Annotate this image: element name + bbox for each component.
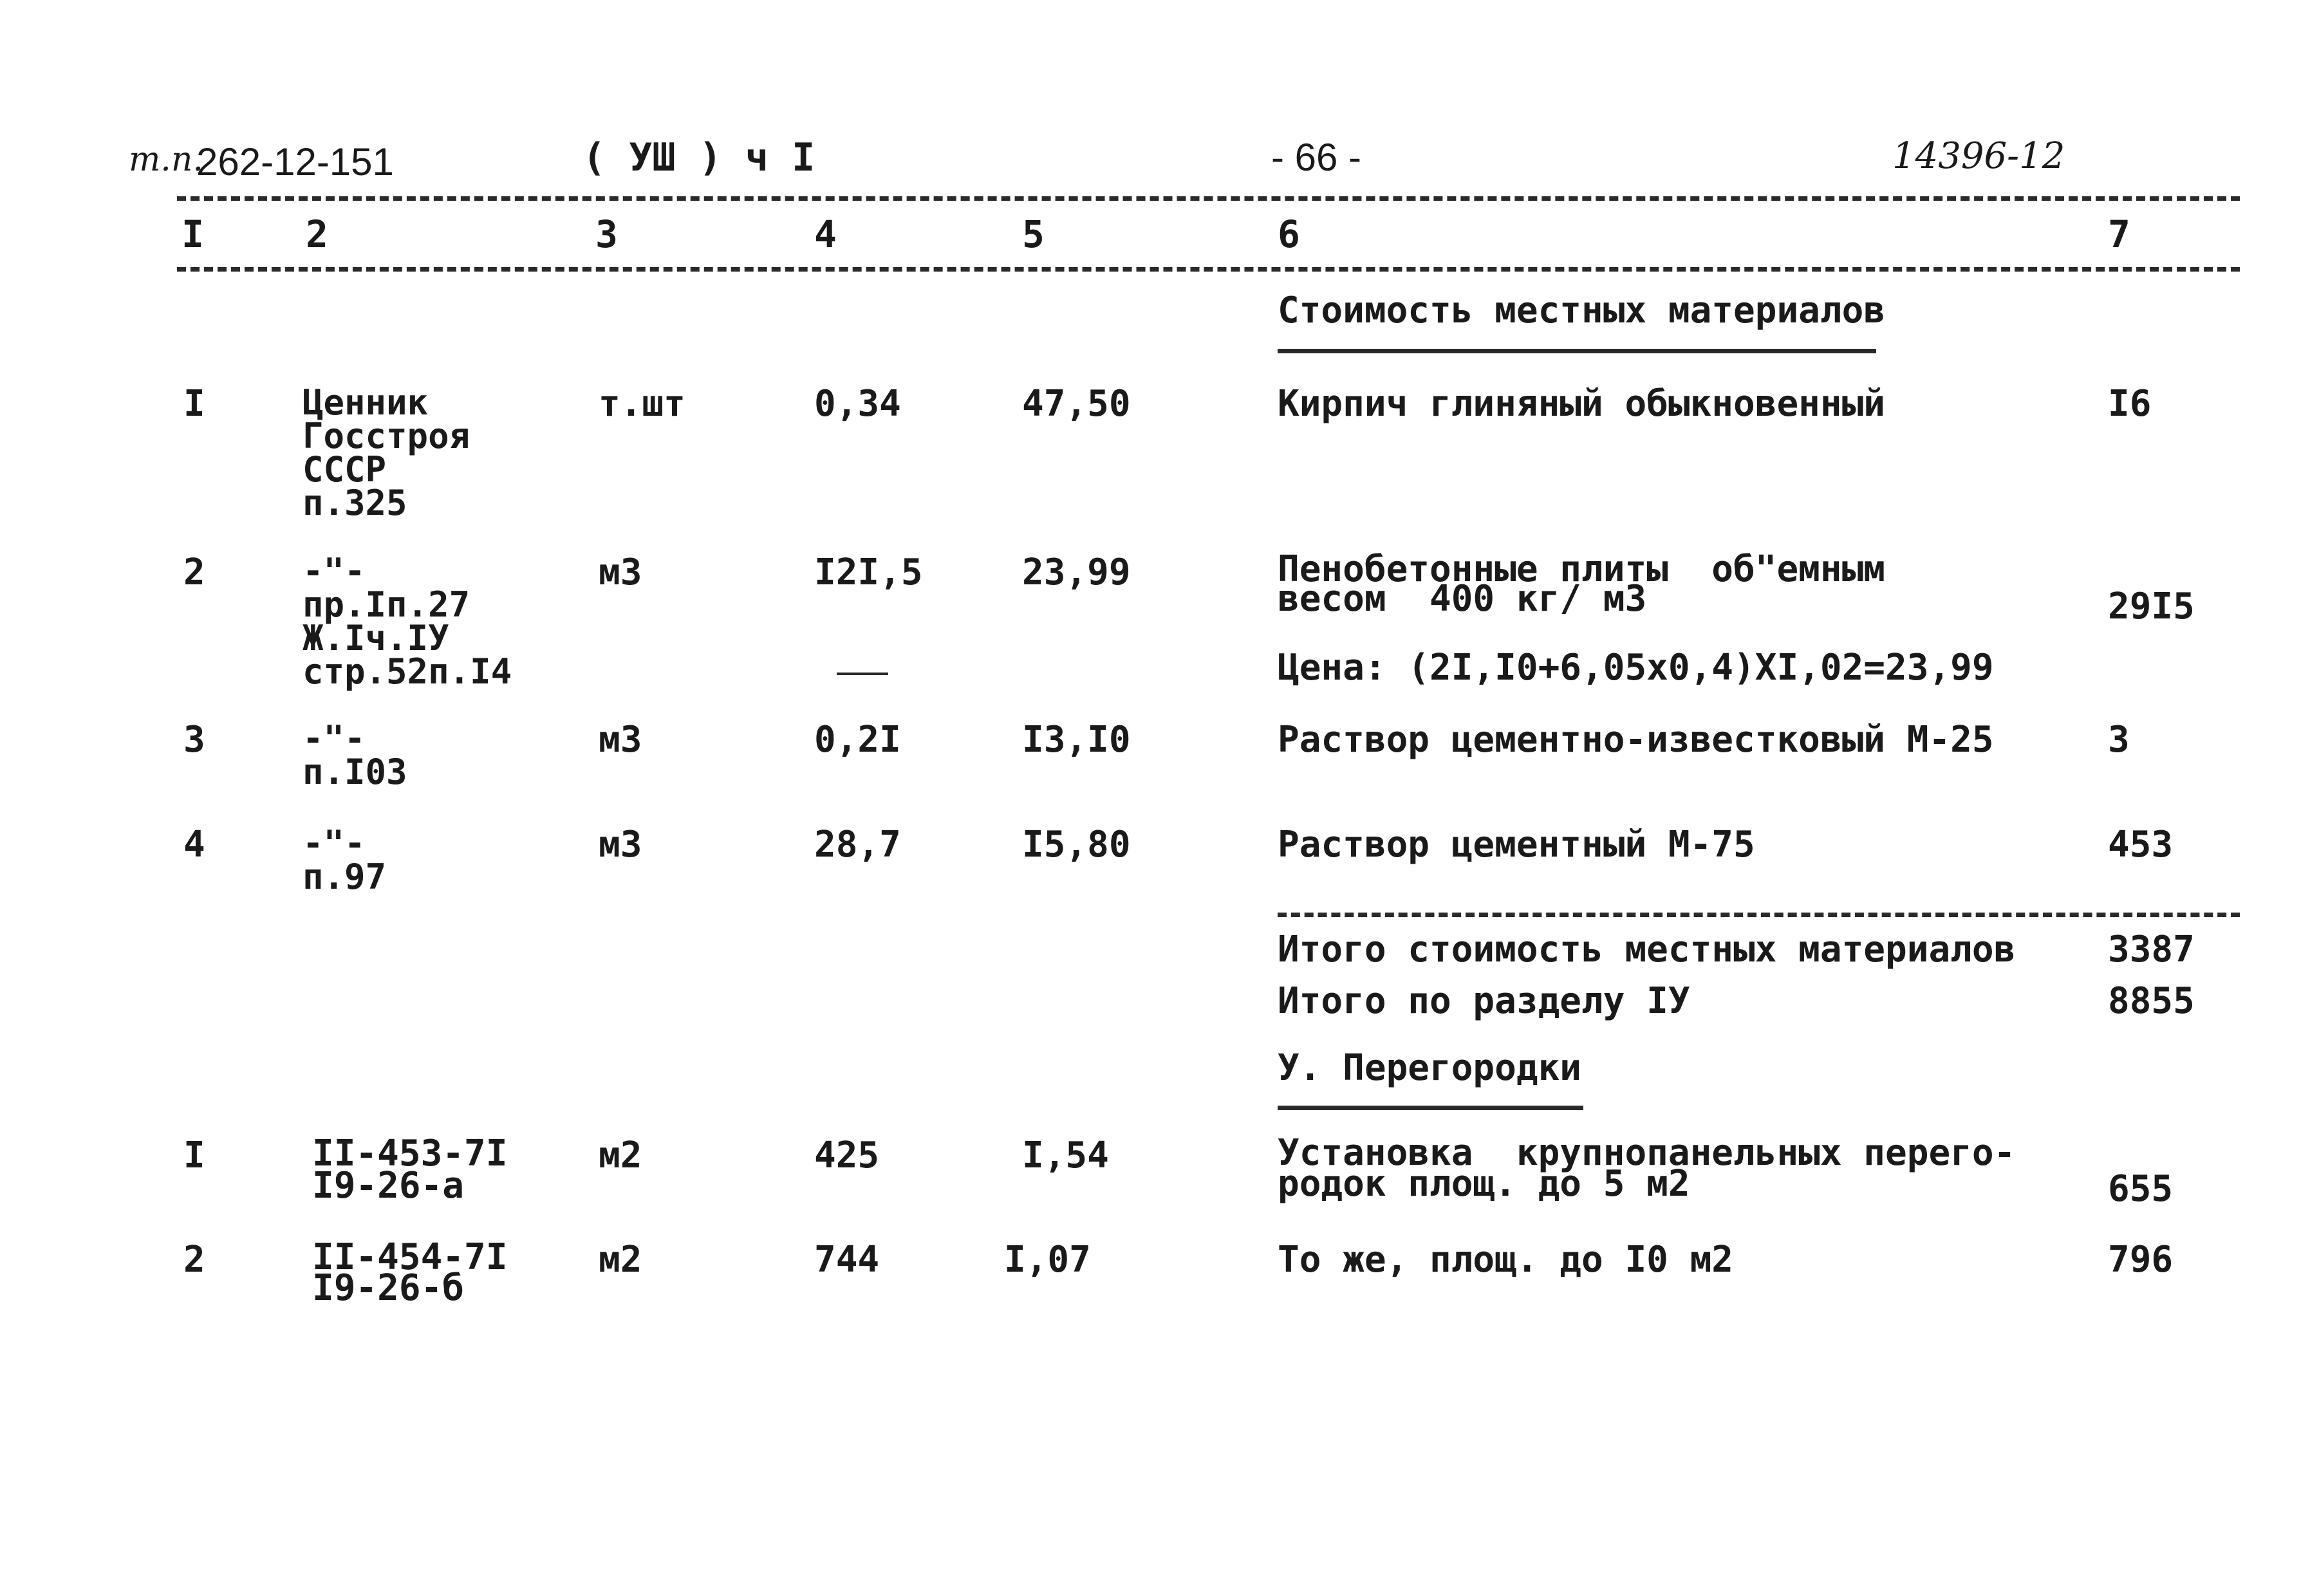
ref-number: 262-12-151 [196, 140, 394, 183]
ref-prefix: т.п. [129, 140, 203, 179]
column-header-6: 6 [1278, 212, 1300, 256]
row-unit: т.шт [599, 383, 685, 425]
row-number: I [183, 1135, 205, 1176]
total-label: Итого по разделу IУ [1278, 980, 1690, 1022]
section-code: ( УШ ) ч I [582, 135, 815, 180]
row-unit: м2 [599, 1239, 642, 1281]
row-total: I6 [2108, 383, 2152, 425]
row-price: I,07 [1004, 1239, 1091, 1281]
row-total: 453 [2108, 824, 2174, 866]
column-header-5: 5 [1022, 212, 1045, 256]
row-description: То же, площ. до I0 м2 [1278, 1239, 1734, 1281]
row-source: -"- п.I03 [303, 718, 407, 792]
page-number: - 66 - [1271, 136, 1362, 179]
column-header-1: I [182, 212, 204, 256]
row-total: 29I5 [2108, 586, 2195, 627]
totals-dashed-line [1278, 913, 2240, 917]
row-number: 2 [183, 1239, 205, 1281]
handwritten-dash [837, 673, 888, 675]
row-description: Кирпич глиняный обыкновенный [1278, 383, 1886, 425]
section-title-local-materials: Стоимость местных материалов [1278, 290, 1886, 331]
total-label: Итого стоимость местных материалов [1278, 929, 2016, 970]
row-source: -"- пр.Iп.27 Ж.Iч.IУ стр.52п.I4 [303, 551, 512, 692]
row-quantity: 0,2I [814, 719, 901, 761]
document-code: 14396-12 [1892, 135, 2065, 177]
row-source: -"- п.97 [303, 823, 387, 897]
section-title-underline [1278, 349, 1876, 353]
row-description: Установка крупнопанельных перего- родок площ. до 5 м2 [1278, 1132, 2016, 1205]
total-value: 3387 [2108, 929, 2195, 970]
row-total: 796 [2108, 1239, 2174, 1281]
section-title-partitions: У. Перегородки [1278, 1047, 1582, 1089]
row-quantity: 0,34 [814, 383, 901, 425]
row-number: 4 [183, 824, 205, 866]
column-header-2: 2 [306, 212, 328, 256]
row-quantity: I2I,5 [814, 552, 923, 593]
row-description: Пенобетонные плиты об"емным весом 400 кг/ м3 [1278, 548, 1886, 620]
row-unit: м3 [599, 552, 642, 593]
row-quantity: 28,7 [814, 824, 901, 866]
column-header-4: 4 [814, 212, 837, 256]
row-source: II-454-7I I9-26-б [312, 1236, 508, 1309]
row-total: 655 [2108, 1168, 2174, 1210]
row-price: I,54 [1022, 1135, 1109, 1176]
header-bottom-dashed-line [177, 267, 2240, 272]
row-total: 3 [2108, 719, 2130, 761]
row-unit: м2 [599, 1135, 642, 1176]
total-value: 8855 [2108, 980, 2195, 1022]
row-source: II-453-7I I9-26-а [312, 1133, 508, 1207]
header-top-dashed-line [177, 196, 2240, 201]
row-unit: м3 [599, 824, 642, 866]
row-price: I3,I0 [1022, 719, 1131, 761]
row-price-note: Цена: (2I,I0+6,05х0,4)ХI,02=23,99 [1278, 647, 1994, 689]
row-description: Раствор цементный М-75 [1278, 824, 1755, 866]
row-price: 23,99 [1022, 552, 1131, 593]
column-header-3: 3 [595, 212, 618, 256]
row-number: 2 [183, 552, 205, 593]
row-number: 3 [183, 719, 205, 761]
row-unit: м3 [599, 719, 642, 761]
section-title-underline [1278, 1106, 1583, 1110]
row-source: Ценник Госстроя СССР п.325 [303, 382, 470, 523]
row-quantity: 425 [814, 1135, 880, 1176]
row-description: Раствор цементно-известковый М-25 [1278, 719, 1994, 761]
row-price: I5,80 [1022, 824, 1131, 866]
row-number: I [183, 383, 205, 425]
column-header-7: 7 [2108, 212, 2130, 256]
row-quantity: 744 [814, 1239, 880, 1281]
row-price: 47,50 [1022, 383, 1131, 425]
